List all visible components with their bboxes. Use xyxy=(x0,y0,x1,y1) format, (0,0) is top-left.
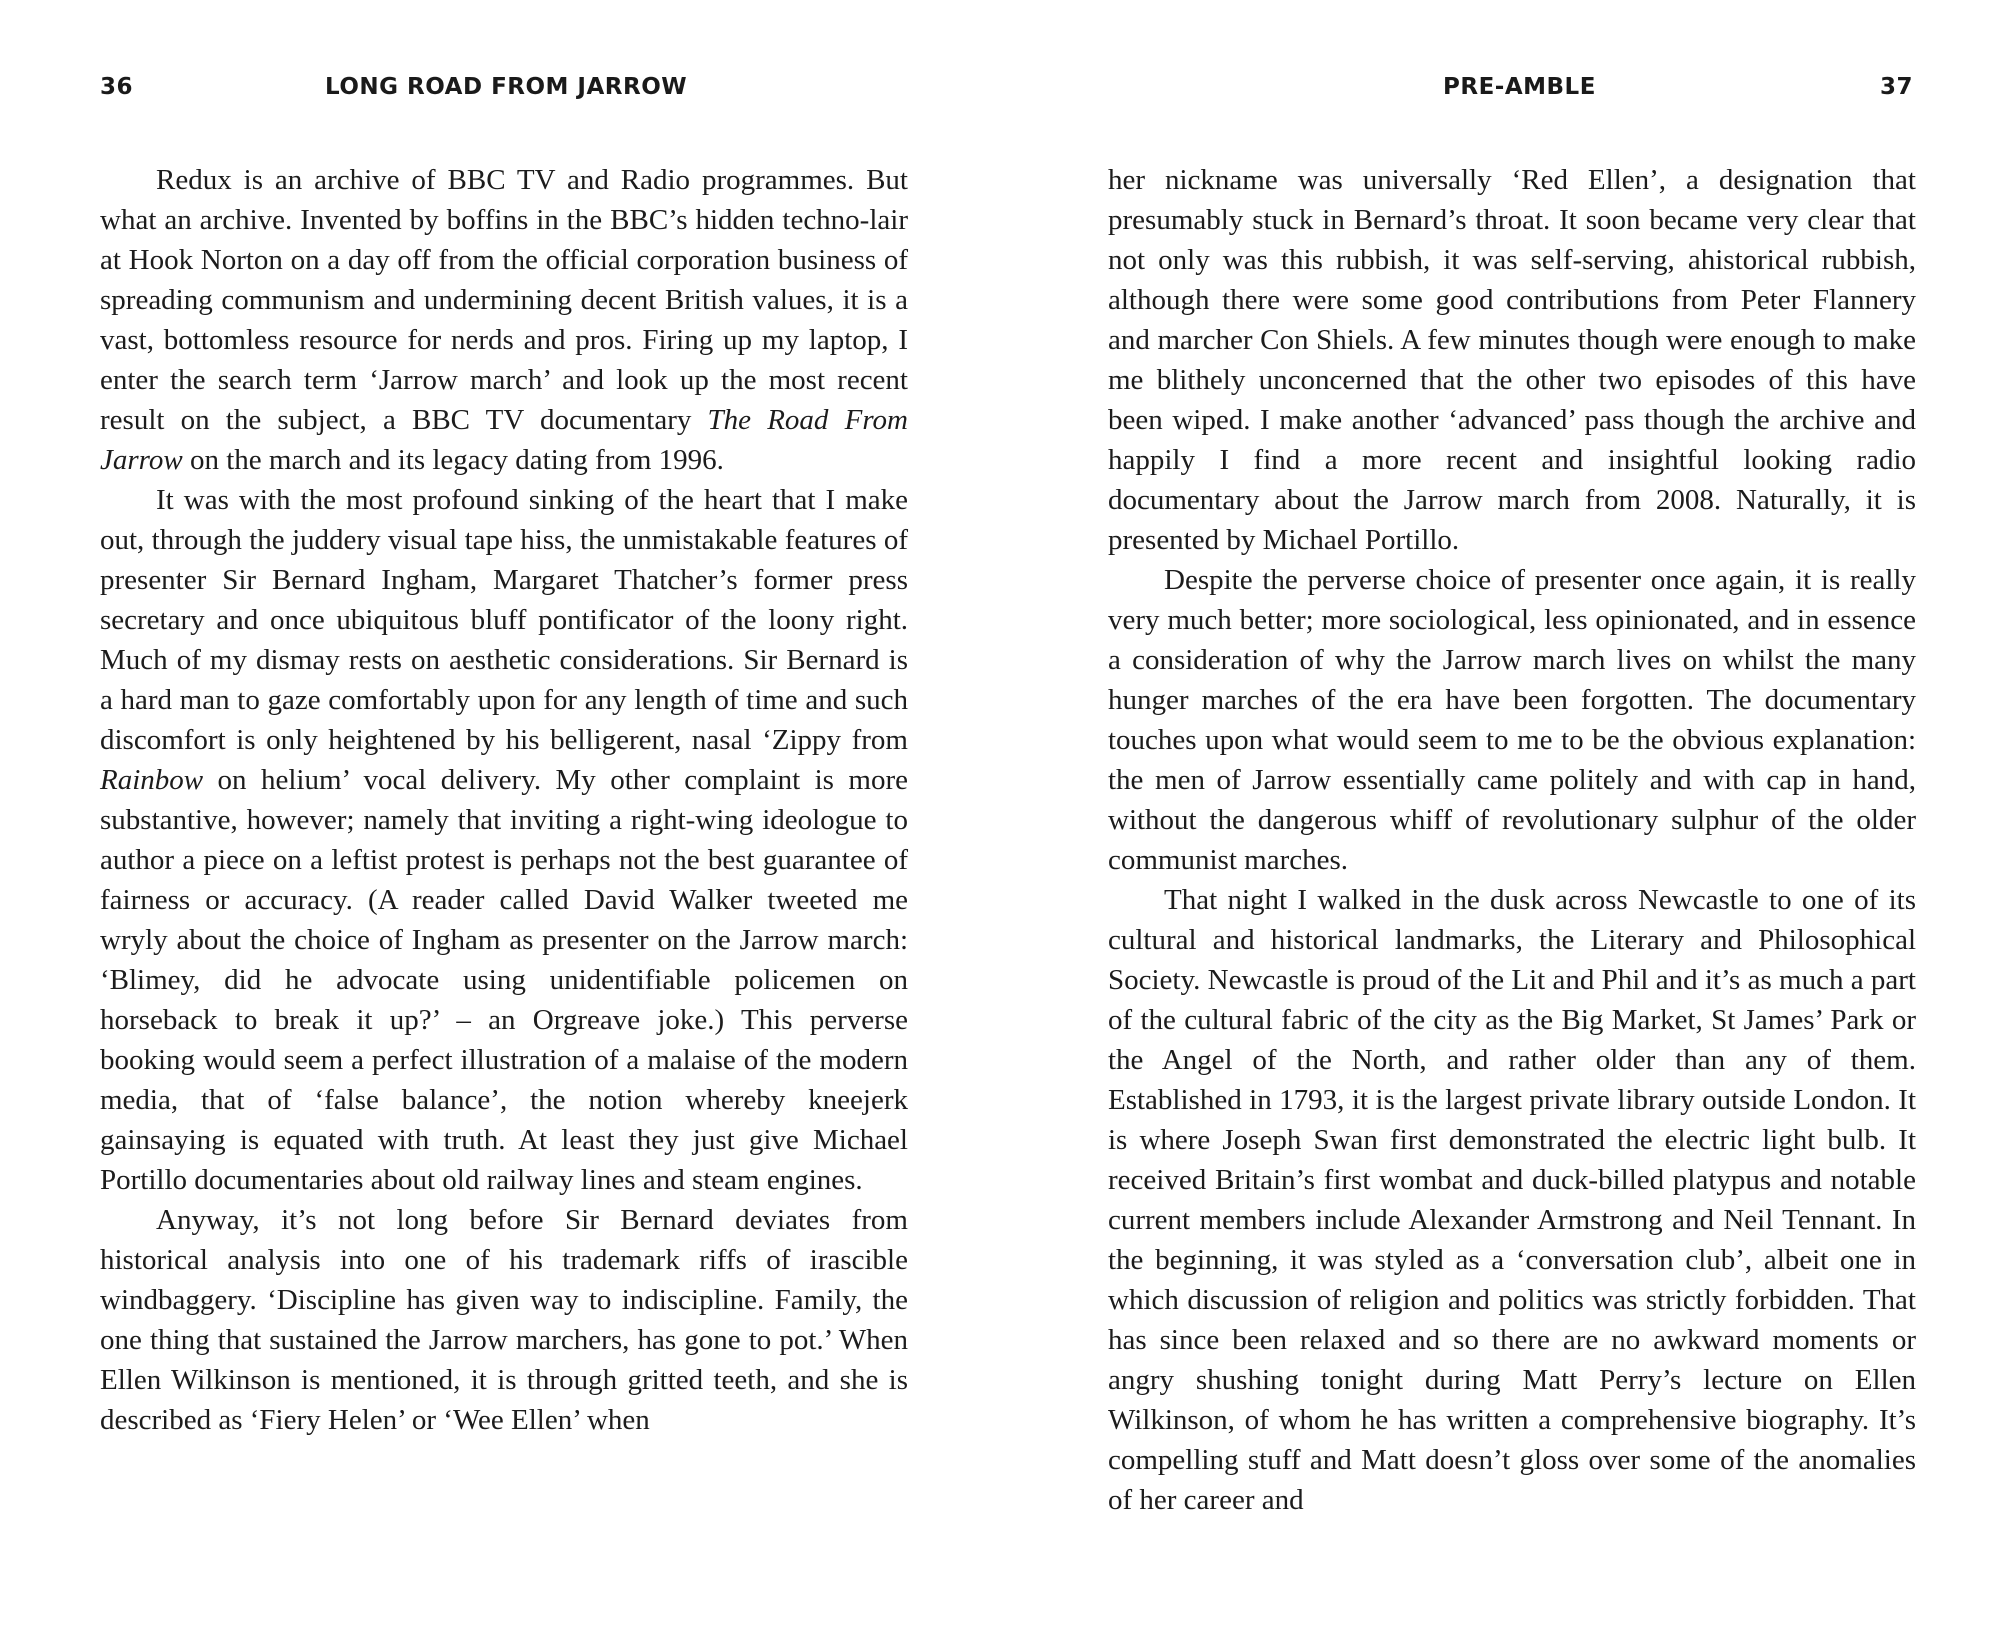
right-page xyxy=(1000,0,2000,1646)
running-head-left: LONG ROAD FROM JARROW xyxy=(325,74,688,100)
paragraph: Anyway, it’s not long before Sir Bernard deviates from historical analysis into one of his trademark riffs of irascible windbaggery. ‘Discipline has given way to indiscipline. Family, the one thing that sustained the Jarrow marchers, has gone to pot.’ When Ellen Wilkinson is mentioned, it is through gritted teeth, and she is described as ‘Fiery Helen’ or ‘Wee Ellen’ when xyxy=(100,1204,908,1436)
left-text-block xyxy=(100,160,908,1440)
paragraph: That night I walked in the dusk across Newcastle to one of its cultural and historical landmarks, the Literary and Philosophical Society. Newcastle is proud of the Lit and Phil and it’s as much a part of the cultural fabric of the city as the Big Market, St James’ Park or the Angel of the North, and rather older than any of them. Established in 1793, it is the largest private library outside London. It is where Joseph Swan first demonstrated the electric light bulb. It received Britain’s first wombat and duck-billed platypus and notable current members include Alexander Armstrong and Neil Tennant. In the beginning, it was styled as a ‘conversation club’, albeit one in which discussion of religion and politics was strictly forbidden. That has since been relaxed and so there are no awkward moments or angry shushing tonight during Matt Perry’s lecture on Ellen Wilkinson, of whom he has written a comprehensive biography. It’s compelling stuff and Matt doesn’t gloss over some of the anomalies of her career and xyxy=(1108,884,1916,1516)
page-number-left: 36 xyxy=(100,74,134,100)
right-text-block xyxy=(1108,160,1916,1520)
running-head-right: PRE-AMBLE xyxy=(1443,74,1596,100)
paragraph: It was with the most profound sinking of the heart that I make out, through the juddery visual tape hiss, the unmistakable features of presenter Sir Bernard Ingham, Margaret Thatcher’s former press secretary and once ubiquitous bluff pontificator of the loony right. Much of my dismay rests on aesthetic considerations. Sir Bernard is a hard man to gaze comfortably upon for any length of time and such discomfort is only heightened by his belligerent, nasal ‘Zippy from Rainbow on helium’ vocal delivery. My other complaint is more substantive, however; namely that inviting a right-wing ideologue to author a piece on a leftist protest is perhaps not the best guarantee of fairness or accuracy. (A reader called David Walker tweeted me wryly about the choice of Ingham as presenter on the Jarrow march: ‘Blimey, did he advocate using unidentifiable policemen on horseback to break it up?’ – an Orgreave joke.) This perverse booking would seem a perfect illustration of a malaise of the modern media, that of ‘false balance’, the notion whereby kneejerk gainsaying is equated with truth. At least they just give Michael Portillo documentaries about old railway lines and steam engines. xyxy=(100,484,908,1196)
paragraph: Despite the perverse choice of presenter once again, it is really very much better; more sociological, less opinionated, and in essence a consideration of why the Jarrow march lives on whilst the many hunger marches of the era have been forgotten. The documentary touches upon what would seem to me to be the obvious explanation: the men of Jarrow essentially came politely and with cap in hand, without the dangerous whiff of revolutionary sulphur of the older communist marches. xyxy=(1108,564,1916,876)
paragraph: her nickname was universally ‘Red Ellen’, a designation that presumably stuck in Bernard’s throat. It soon became very clear that not only was this rubbish, it was self-serving, ahistorical rubbish, although there were some good contributions from Peter Flannery and marcher Con Shiels. A few minutes though were enough to make me blithely unconcerned that the other two episodes of this have been wiped. I make another ‘advanced’ pass though the archive and happily I find a more recent and insightful looking radio documentary about the Jarrow march from 2008. Naturally, it is presented by Michael Portillo. xyxy=(1108,164,1916,556)
paragraph: Redux is an archive of BBC TV and Radio programmes. But what an archive. Invented by boffins in the BBC’s hidden techno-lair at Hook Norton on a day off from the official corporation business of spreading communism and undermining decent British values, it is a vast, bottomless resource for nerds and pros. Firing up my laptop, I enter the search term ‘Jarrow march’ and look up the most recent result on the subject, a BBC TV documentary The Road From Jarrow on the march and its legacy dating from 1996. xyxy=(100,164,908,476)
page-number-right: 37 xyxy=(1880,74,1914,100)
